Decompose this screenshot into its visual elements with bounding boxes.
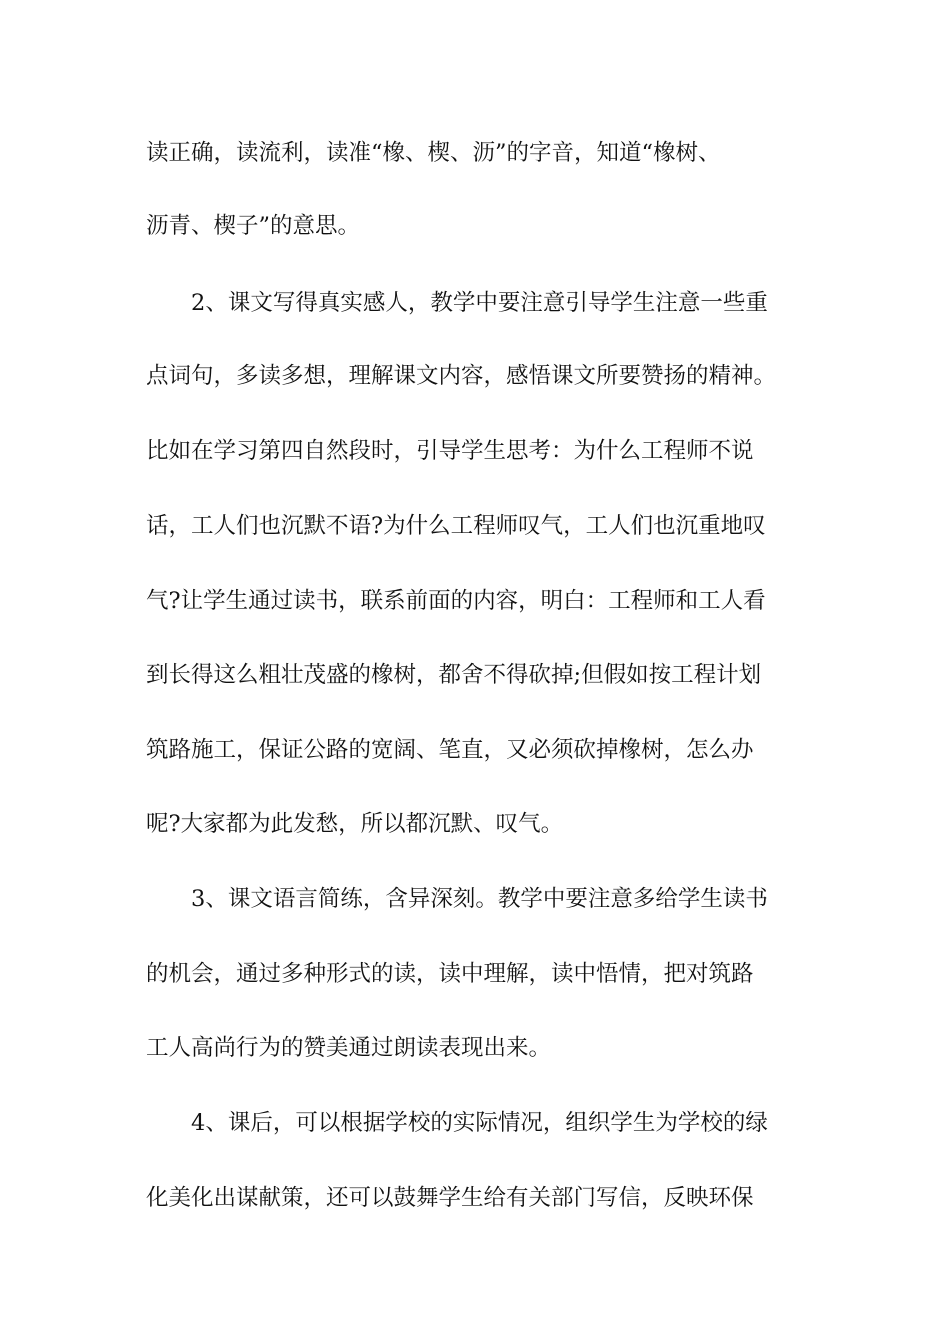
text-line-1: 读正确，读流利，读准“橡、楔、沥”的字音，知道“橡树、 bbox=[146, 140, 721, 166]
text-line-9: 筑路施工，保证公路的宽阔、笔直，又必须砍掉橡树，怎么办 bbox=[146, 737, 754, 763]
text-line-7: 气?让学生通过读书，联系前面的内容，明白：工程师和工人看 bbox=[146, 588, 766, 614]
text-line-10: 呢?大家都为此发愁，所以都沉默、叹气。 bbox=[146, 811, 564, 837]
text-line-13: 工人高尚行为的赞美通过朗读表现出来。 bbox=[146, 1035, 552, 1061]
text-line-4: 点词句，多读多想，理解课文内容，感悟课文所要赞扬的精神。 bbox=[146, 363, 777, 389]
text-line-8: 到长得这么粗壮茂盛的橡树，都舍不得砍掉;但假如按工程计划 bbox=[146, 662, 762, 688]
paragraph-4-start: 4、课后，可以根据学校的实际情况，组织学生为学校的绿 bbox=[191, 1110, 768, 1136]
text-line-6: 话，工人们也沉默不语?为什么工程师叹气，工人们也沉重地叹 bbox=[146, 513, 766, 539]
paragraph-3-start: 3、课文语言简练，含异深刻。教学中要注意多给学生读书 bbox=[191, 886, 768, 912]
text-line-15: 化美化出谋献策，还可以鼓舞学生给有关部门写信，反映环保 bbox=[146, 1185, 754, 1211]
text-line-12: 的机会，通过多种形式的读，读中理解，读中悟情，把对筑路 bbox=[146, 961, 754, 987]
text-line-2: 沥青、楔子”的意思。 bbox=[146, 213, 361, 239]
text-line-5: 比如在学习第四自然段时，引导学生思考：为什么工程师不说 bbox=[146, 438, 754, 464]
paragraph-2-start: 2、课文写得真实感人，教学中要注意引导学生注意一些重 bbox=[191, 290, 768, 316]
